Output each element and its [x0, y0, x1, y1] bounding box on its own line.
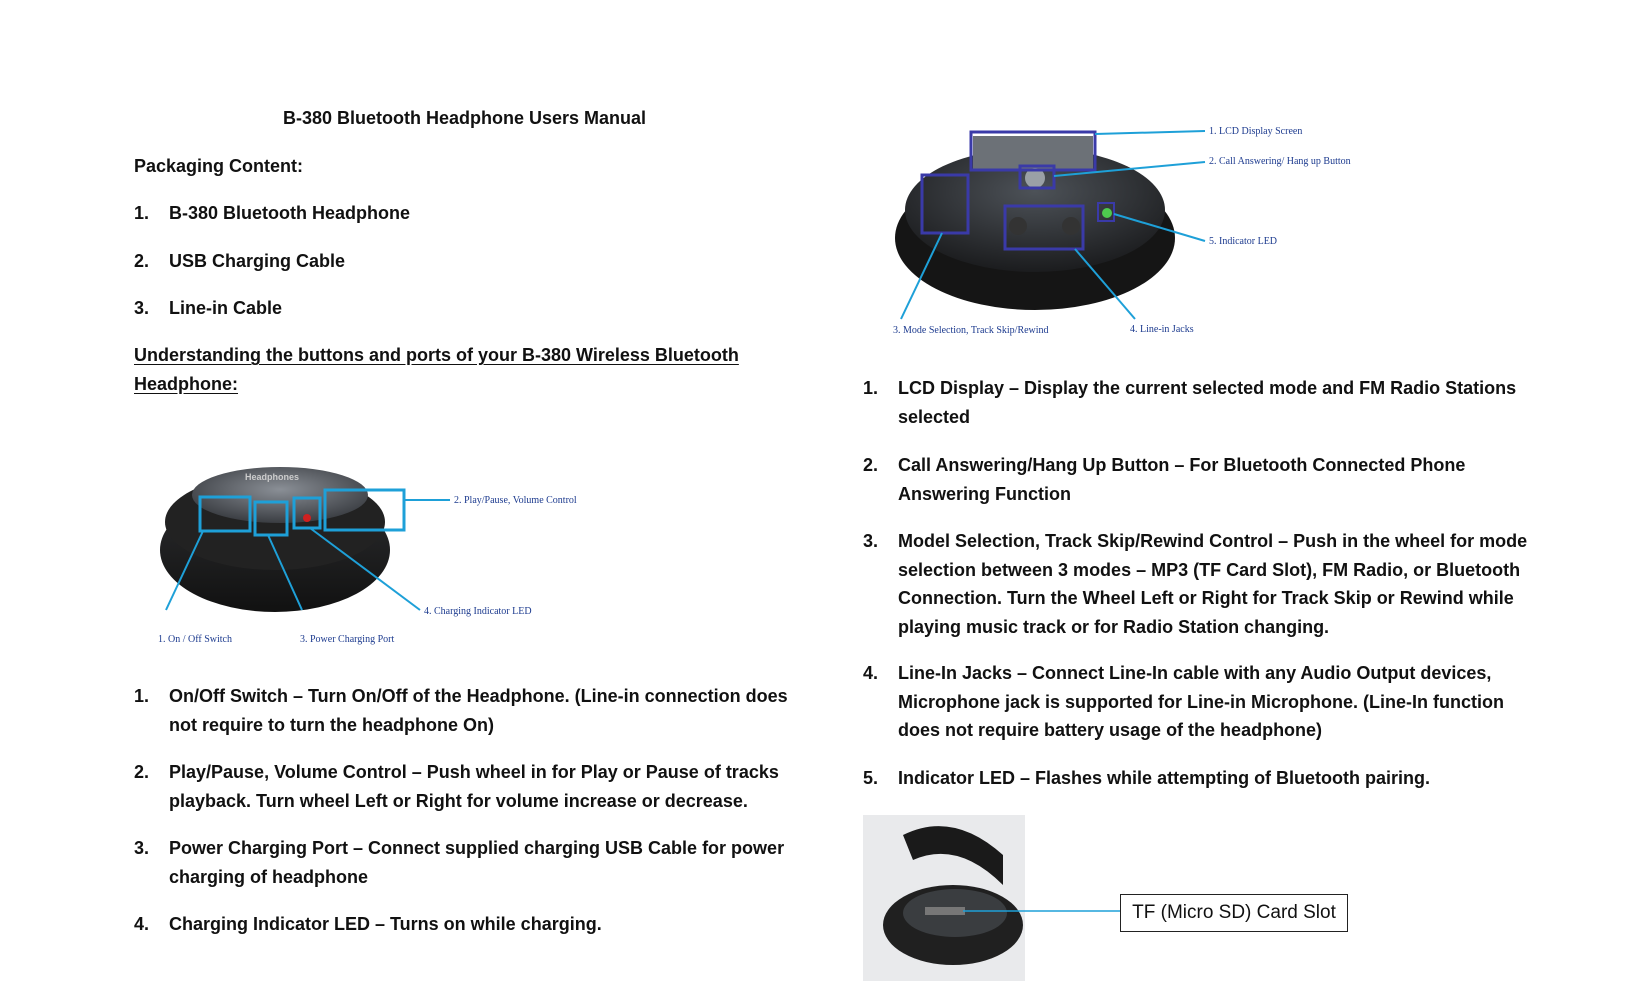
right-item-3: Model Selection, Track Skip/Rewind Control – Push in the wheel for mode selection between 3 modes – MP3 (TF Card Slot), FM Radio, or Bluetooth Connection. Turn the Wheel Left or Right for Track Skip or Rewind while playing music track or for Radio Station changing.: [898, 531, 1528, 637]
label-power-port: 3. Power Charging Port: [300, 634, 395, 645]
right-item-5: Indicator LED – Flashes while attempting of Bluetooth pairing.: [898, 768, 1431, 788]
label-play-pause: 2. Play/Pause, Volume Control: [454, 495, 577, 506]
pkg-item-3: Line-in Cable: [169, 298, 283, 318]
right-item-2: Call Answering/Hang Up Button – For Bluetooth Connected Phone Answering Function: [898, 455, 1466, 504]
packaging-heading: Packaging Content:: [134, 156, 304, 176]
left-item-3-num: 3.: [134, 838, 150, 858]
left-item-4: Charging Indicator LED – Turns on while charging.: [169, 914, 602, 934]
headphone-figure-left: [150, 440, 610, 645]
right-item-1: LCD Display – Display the current selected mode and FM Radio Stations selected: [898, 378, 1517, 427]
document-title: B-380 Bluetooth Headphone Users Manual: [283, 108, 647, 128]
right-item-3-num: 3.: [863, 531, 879, 551]
tf-slot-label: TF (Micro SD) Card Slot: [1120, 894, 1348, 932]
device-print: Headphones: [245, 472, 300, 482]
pkg-item-1-num: 1.: [134, 203, 150, 223]
right-item-1-num: 1.: [863, 378, 879, 398]
label-lcd: 1. LCD Display Screen: [1209, 126, 1303, 137]
left-item-4-num: 4.: [134, 914, 150, 934]
left-item-2-num: 2.: [134, 762, 150, 782]
label-linein: 4. Line-in Jacks: [1130, 324, 1194, 335]
right-item-4-num: 4.: [863, 663, 879, 683]
right-item-5-num: 5.: [863, 768, 879, 788]
left-item-1-num: 1.: [134, 686, 150, 706]
label-charging-led: 4. Charging Indicator LED: [424, 606, 532, 617]
label-call: 2. Call Answering/ Hang up Button: [1209, 156, 1351, 167]
label-indicator: 5. Indicator LED: [1209, 236, 1278, 247]
headphone-figure-right: [885, 118, 1405, 338]
left-item-3: Power Charging Port – Connect supplied charging USB Cable for power charging of headphone: [169, 838, 785, 887]
label-on-off: 1. On / Off Switch: [158, 634, 232, 645]
right-item-2-num: 2.: [863, 455, 879, 475]
left-item-2: Play/Pause, Volume Control – Push wheel in for Play or Pause of tracks playback. Turn wheel Left or Right for volume increase or decrease.: [169, 762, 779, 811]
pkg-item-3-num: 3.: [134, 298, 150, 318]
pkg-item-1: B-380 Bluetooth Headphone: [169, 203, 411, 223]
section-heading: Understanding the buttons and ports of your B-380 Wireless Bluetooth Headphone:: [134, 345, 739, 394]
label-mode: 3. Mode Selection, Track Skip/Rewind: [893, 325, 1049, 336]
left-item-1: On/Off Switch – Turn On/Off of the Headphone. (Line-in connection does not require to turn the headphone On): [169, 686, 788, 735]
pkg-item-2: USB Charging Cable: [169, 251, 346, 271]
tf-slot-photo: [863, 815, 1163, 983]
right-item-4: Line-In Jacks – Connect Line-In cable with any Audio Output devices, Microphone jack is supported for Line-in Microphone. (Line-In function does not require battery usage of the headphone): [898, 663, 1504, 740]
pkg-item-2-num: 2.: [134, 251, 150, 271]
